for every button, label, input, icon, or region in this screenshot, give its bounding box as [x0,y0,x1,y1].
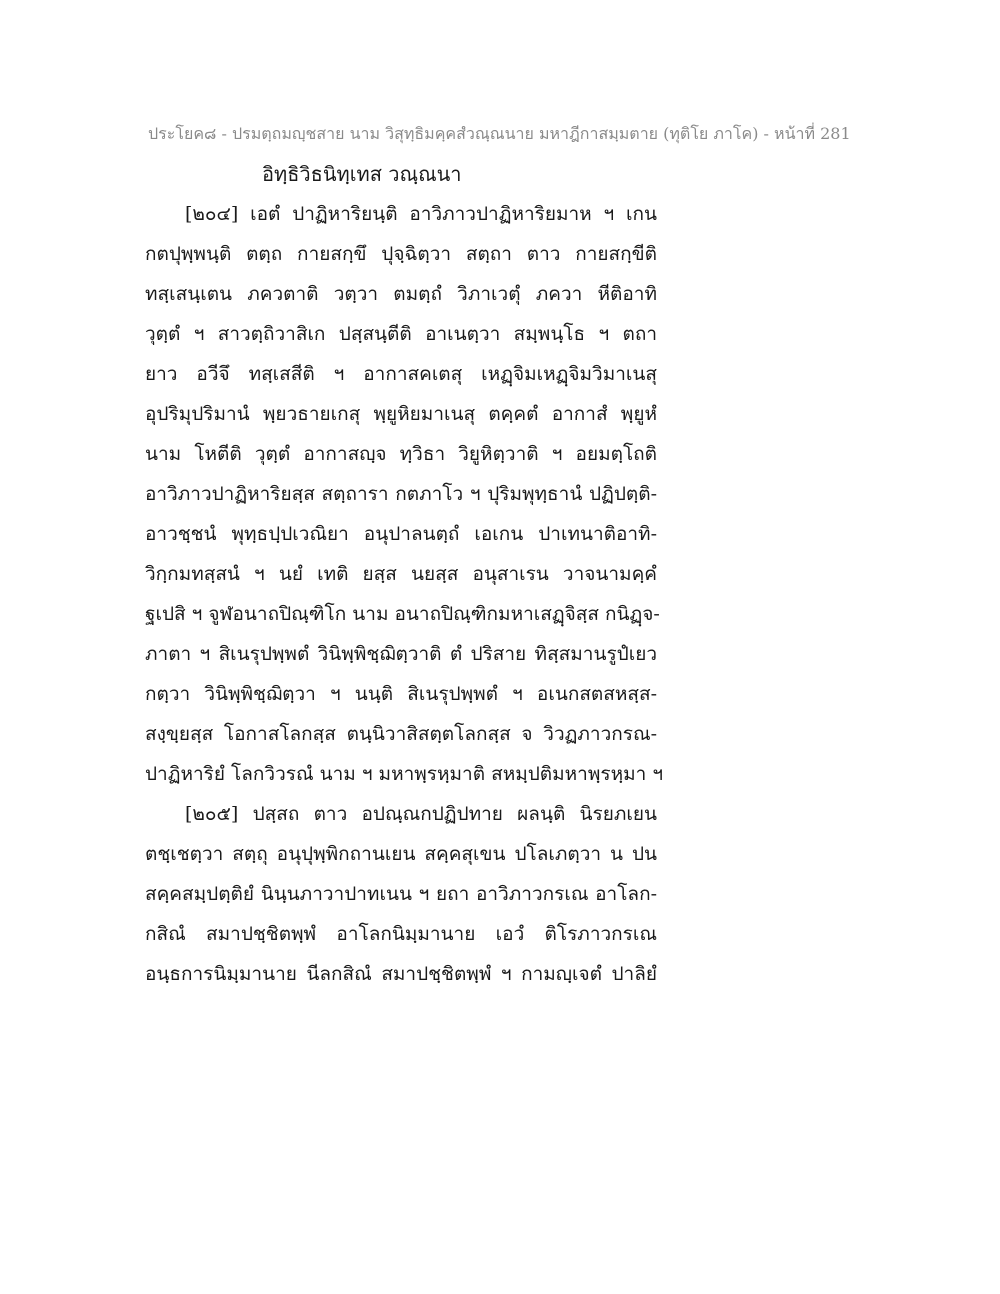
text-line: ทสฺเสนฺเตน ภควตาติ วตฺวา ตมตฺถํ วิภาเวตุํ ภควา หีติอาทิ [145,283,657,305]
body-text [145,198,664,998]
text-line: กสิณํ สมาปชฺชิตพฺพํ อาโลกนิมฺมานาย เอวํ ติโรภาวกรเณ [145,923,657,945]
text-line: วิกฺกมทสฺสนํ ฯ นยํ เทติ ยสฺส นยสฺส อนุสาเรน วาจนามคฺคํ [145,563,657,585]
page-header: ประโยค๘ - ปรมตฺถมญฺชสาย นาม วิสุทฺธิมคฺคสํวณฺณนาย มหาฎีกาสมฺมตาย (ทุติโย ภาโค) - หน้าที่ 281 [148,124,851,143]
text-line: ฐเปสิ ฯ จูฬอนาถปิณฺฑิโก นาม อนาถปิณฺฑิกมหาเสฏฺจิสฺส กนิฏฺจ- [145,603,660,625]
section-title: อิทฺธิวิธนิทฺเทส วณฺณนา [262,162,462,186]
text-line: ปาฏิหาริยํ โลกวิวรณํ นาม ฯ มหาพฺรหฺมาติ สหมฺปติมหาพฺรหฺมา ฯ [145,763,664,785]
text-line: อุปริมุปริมานํ พฺยวธายเกสุ พฺยูหิยมาเนสุ ตคฺคตํ อากาสํ พฺยูหํ [145,403,657,425]
paragraph-204-start: [๒๐๔] เอตํ ปาฏิหาริยนฺติ อาวิภาวปาฏิหาริยมาห ฯ เกน [185,203,657,225]
text-line: ยาว อวีจึ ทสฺเสสีติ ฯ อากาสคเตสุ เหฏฺจิมเหฏฺจิมวิมาเนสุ [145,363,657,385]
text-line: อนฺธการนิมฺมานาย นีลกสิณํ สมาปชฺชิตพฺพํ ฯ กามญฺเจตํ ปาลิยํ [145,963,657,985]
text-line: ภาตา ฯ สิเนรุปพฺพตํ วินิพฺพิชฺฌิตฺวาติ ตํ ปริสาย ทิสฺสมานรูปํเยว [145,643,657,665]
text-line: สงฺขฺยสฺส โอกาสโลกสฺส ตนฺนิวาสิสตฺตโลกสฺส จ วิวฏภาวกรณ- [145,723,657,745]
text-line: กตปุพฺพนฺติ ตตฺถ กายสกฺขึ ปุจฺฉิตฺวา สตฺถา ตาว กายสกฺขีติ [145,243,657,265]
text-line: อาวิภาวปาฏิหาริยสฺส สตฺถารา กตภาโว ฯ ปุริมพุทฺธานํ ปฏิปตฺติ- [145,483,657,505]
text-line: อาวชฺชนํ พุทฺธปฺปเวณิยา อนุปาลนตฺถํ เอเกน ปาเทนาติอาทิ- [145,523,657,545]
text-line: ตชฺเชตฺวา สตฺถุ อนุปุพฺพิกถานเยน สคฺคสุเขน ปโลเภตฺวา น ปน [145,843,657,865]
text-line: สคฺคสมฺปตฺติยํ นินฺนภาวาปาทเนน ฯ ยถา อาวิภาวกรเณ อาโลก- [145,883,657,905]
text-line: วุตฺตํ ฯ สาวตฺถิวาสิเก ปสฺสนฺตีติ อาเนตฺวา สมฺพนฺโธ ฯ ตถา [145,323,657,345]
text-line: กตฺวา วินิพฺพิชฺฌิตฺวา ฯ นนฺติ สิเนรุปพฺพตํ ฯ อเนกสตสหสฺส- [145,683,657,705]
paragraph-205-start: [๒๐๕] ปสฺสถ ตาว อปณฺณกปฏิปทาย ผลนฺติ นิรยภเยน [185,803,657,825]
text-line: นาม โหตีติ วุตฺตํ อากาสญฺจ ทฺวิธา วิยูหิตฺวาติ ฯ อยมตฺโถติ [145,443,657,465]
